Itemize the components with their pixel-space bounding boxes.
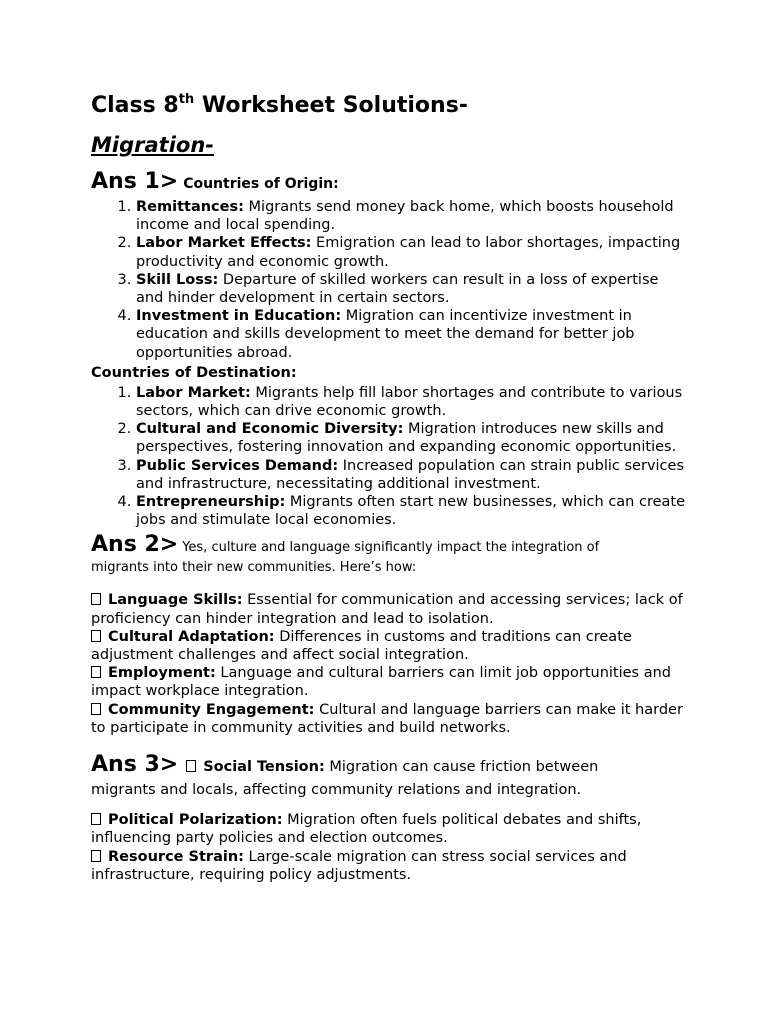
item-term: Skill Loss: xyxy=(136,271,219,288)
answer-1-heading xyxy=(91,168,688,196)
item-term: Labor Market Effects: xyxy=(136,235,312,252)
item-text: Migration introduces new skills and perspectives, fostering innovation and expanding economic opportunities. xyxy=(136,421,677,456)
item-text: Migration often fuels political debates and shifts, influencing party policies and election outcomes. xyxy=(91,812,642,847)
list-item xyxy=(136,307,688,362)
answer-2-intro-continued: migrants into their new communities. Here’s how: xyxy=(91,560,417,576)
list-item xyxy=(136,198,688,234)
title-main: Class 8 xyxy=(91,93,179,118)
answer-2-points xyxy=(91,591,688,737)
list-item xyxy=(136,493,688,529)
item-text: Departure of skilled workers can result in a loss of expertise and hinder development in certain sectors. xyxy=(136,271,659,307)
item-text: Migration can cause friction between xyxy=(324,759,599,776)
answer-1-section xyxy=(91,168,688,529)
title-superscript: th xyxy=(178,92,195,107)
missing-glyph-box-icon xyxy=(91,666,101,678)
item-text: Migration can incentivize investment in education and skills development to meet the demand for better job opportunities abroad. xyxy=(136,308,635,361)
list-item xyxy=(136,420,688,456)
item-text: Large-scale migration can stress social services and infrastructure, requiring policy adjustments. xyxy=(91,848,627,883)
missing-glyph-box-icon xyxy=(91,850,101,862)
missing-glyph-box-icon xyxy=(186,760,196,772)
item-term: Public Services Demand: xyxy=(136,457,339,474)
answer-3-points xyxy=(91,811,688,884)
answer-3-heading xyxy=(91,751,688,781)
item-term: Cultural and Economic Diversity: xyxy=(136,421,404,438)
item-term: Resource Strain: xyxy=(108,848,244,865)
list-item xyxy=(136,384,688,420)
item-text: Increased population can strain public services and infrastructure, necessitating additional investment. xyxy=(136,457,684,492)
destination-heading: Countries of Destination: xyxy=(91,364,297,381)
answer-2-label: Ans 2> xyxy=(91,532,179,558)
list-item xyxy=(136,234,688,270)
page-title xyxy=(91,92,688,120)
answer-3-first-point-continued: migrants and locals, affecting community relations and integration. xyxy=(91,782,582,799)
item-text: Migrants send money back home, which boosts household income and local spending. xyxy=(136,199,674,234)
item-term: Language Skills: xyxy=(108,592,243,609)
item-term: Social Tension: xyxy=(203,759,325,776)
item-text: Migrants help fill labor shortages and contribute to various sectors, which can drive economic growth. xyxy=(136,384,683,420)
answer-2-section xyxy=(91,531,688,737)
answer-3-section xyxy=(91,751,688,884)
item-text: Migrants often start new businesses, which can create jobs and stimulate local economies. xyxy=(136,494,685,529)
item-term: Cultural Adaptation: xyxy=(108,628,275,645)
page-subtitle: Migration- xyxy=(91,133,214,157)
item-text: Differences in customs and traditions can create adjustment challenges and affect social integration. xyxy=(91,628,632,664)
list-item xyxy=(91,811,688,847)
item-term: Labor Market: xyxy=(136,384,251,401)
answer-1-label: Ans 1> xyxy=(91,169,179,194)
missing-glyph-box-icon xyxy=(91,813,101,825)
item-text: Emigration can lead to labor shortages, impacting productivity and economic growth. xyxy=(136,235,681,270)
missing-glyph-box-icon xyxy=(91,630,101,642)
origin-list xyxy=(91,198,688,362)
item-text: Essential for communication and accessing services; lack of proficiency can hinder integration and lead to isolation. xyxy=(91,592,683,627)
item-term: Community Engagement: xyxy=(108,701,315,718)
missing-glyph-box-icon xyxy=(91,593,101,605)
missing-glyph-box-icon xyxy=(91,703,101,715)
list-item xyxy=(91,628,688,664)
list-item xyxy=(91,591,688,627)
item-text: Language and cultural barriers can limit job opportunities and impact workplace integration. xyxy=(91,665,671,700)
destination-list xyxy=(91,384,688,530)
item-text: Cultural and language barriers can make it harder to participate in community activities and build networks. xyxy=(91,701,683,736)
item-term: Political Polarization: xyxy=(108,812,283,829)
item-term: Employment: xyxy=(108,665,216,682)
item-term: Remittances: xyxy=(136,199,244,215)
answer-3-first-point xyxy=(186,759,598,775)
item-term: Investment in Education: xyxy=(136,308,342,325)
list-item xyxy=(91,848,688,884)
answer-3-label: Ans 3> xyxy=(91,752,179,778)
answer-2-heading xyxy=(91,531,688,559)
item-term: Entrepreneurship: xyxy=(136,494,286,511)
list-item xyxy=(136,457,688,493)
list-item xyxy=(136,271,688,307)
title-rest: Worksheet Solutions- xyxy=(194,93,468,118)
origin-heading: Countries of Origin: xyxy=(183,176,339,192)
answer-2-intro: Yes, culture and language significantly impact the integration of xyxy=(182,540,600,556)
list-item xyxy=(91,664,688,700)
list-item xyxy=(91,701,688,737)
